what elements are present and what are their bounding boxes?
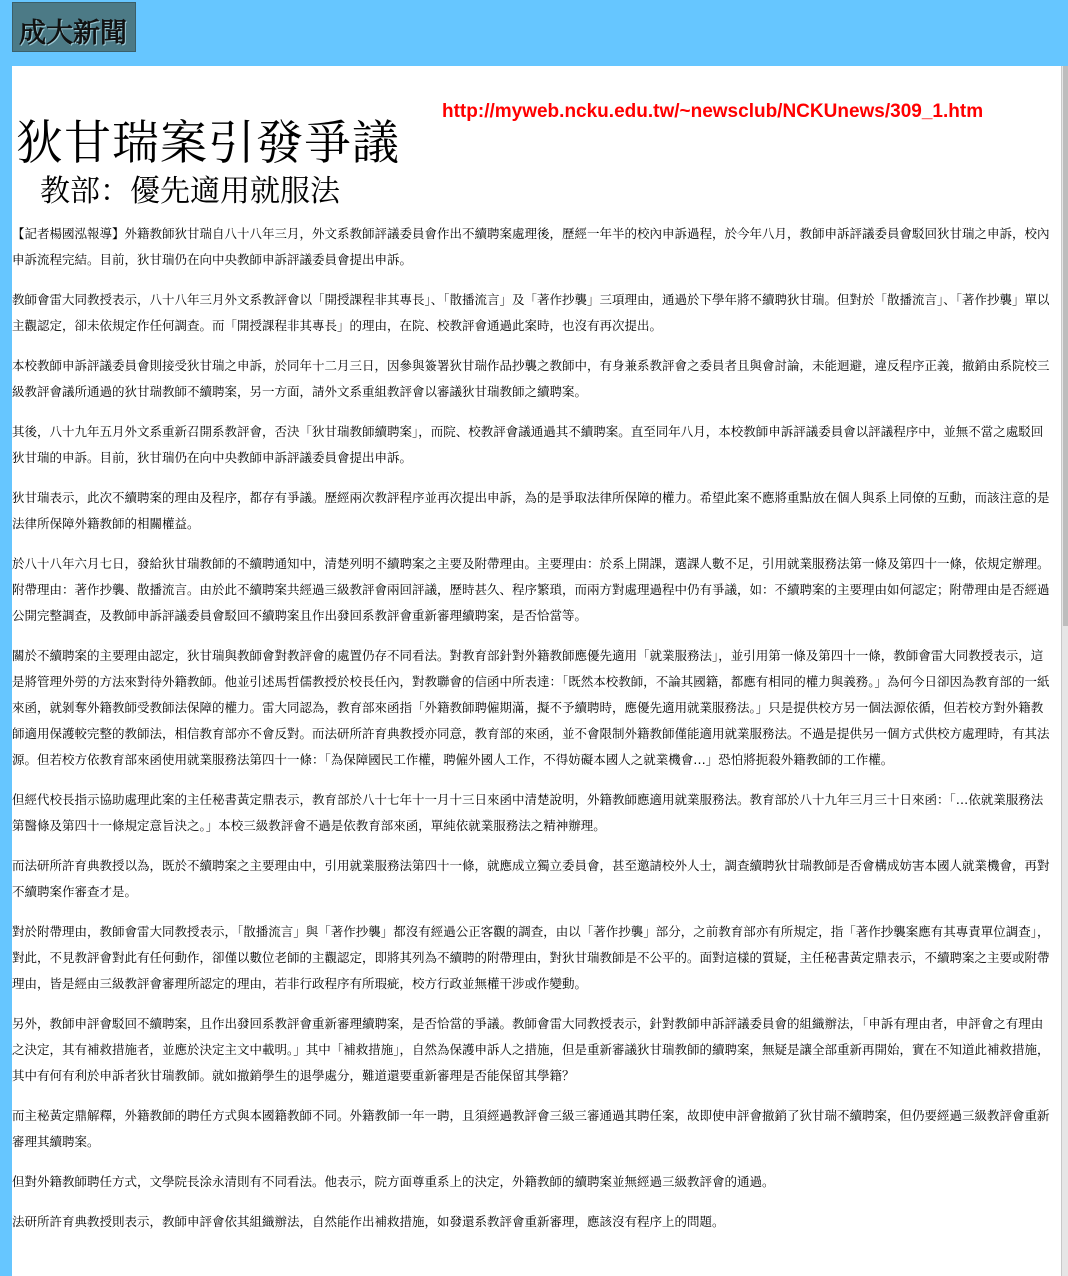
- article-content: [12, 66, 1061, 1276]
- article-subtitle: 教部：優先適用就服法: [40, 174, 340, 209]
- article-paragraph: 但對外籍教師聘任方式，文學院長涂永清則有不同看法。他表示，院方面尊重系上的決定，外籍教師的續聘案並無經過三級教評會的通過。: [12, 1174, 775, 1189]
- article-paragraph: 而法研所許育典教授以為，既於不續聘案之主要理由中，引用就業服務法第四十一條，就應成立獨立委員會，甚至邀請校外人士，調查續聘狄甘瑞教師是否會構成妨害本國人就業機會，再對不續聘案作審查才是。: [12, 858, 1050, 899]
- article-paragraph: 而主秘黃定鼎解釋，外籍教師的聘任方式與本國籍教師不同。外籍教師一年一聘，且須經過教評會三級三審通過其聘任案，故即使申評會撤銷了狄甘瑞不續聘案，但仍要經過三級教評會重新審理其續聘案。: [12, 1108, 1050, 1149]
- site-logo-text: 成大新聞: [19, 18, 127, 49]
- article-paragraph: 【記者楊國泓報導】外籍教師狄甘瑞自八十八年三月，外文系教師評議委員會作出不續聘案處理後，歷經一年半的校內申訴過程，於今年八月，教師申訴評議委員會駁回狄甘瑞之申訴，校內申訴流程完結。目前，狄甘瑞仍在向中央教師申訴評議委員會提出申訴。: [12, 226, 1050, 267]
- article-paragraph: 狄甘瑞表示，此次不續聘案的理由及程序，都存有爭議。歷經兩次教評程序並再次提出申訴，為的是爭取法律所保障的權力。希望此案不應將重點放在個人與系上同僚的互動，而該注意的是法律所保障外籍教師的相關權益。: [12, 490, 1050, 531]
- vertical-scrollbar[interactable]: [1061, 66, 1068, 1276]
- article-paragraph: 對於附帶理由，教師會雷大同教授表示，「散播流言」與「著作抄襲」都沒有經過公正客觀的調查，由以「著作抄襲」部分，之前教育部亦有所規定，指「著作抄襲案應有其專責單位調查」，對此，不見教評會對此有任何動作，卻僅以數位老師的主觀認定，即將其列為不續聘的附帶理由，對狄甘瑞教師是不公平的。面對這樣的質疑，主任秘書黃定鼎表示，不續聘案之主要或附帶理由，皆是經由三級教評會審理所認定的理由，若非行政程序有所瑕疵，校方行政並無權干涉或作變動。: [12, 924, 1050, 991]
- article-paragraph: 法研所許育典教授則表示，教師申評會依其組織辦法，自然能作出補救措施，如發還系教評會重新審理，應該沒有程序上的問題。: [12, 1214, 725, 1229]
- article-body: [12, 221, 1055, 1249]
- article-paragraph: 其後，八十九年五月外文系重新召開系教評會，否決「狄甘瑞教師續聘案」，而院、校教評會議通過其不續聘案。直至同年八月，本校教師申訴評議委員會以評議程序中，並無不當之處駁回狄甘瑞的申訴。目前，狄甘瑞仍在向中央教師申訴評議委員會提出申訴。: [12, 424, 1044, 465]
- scrollbar-thumb[interactable]: [1063, 66, 1068, 626]
- article-paragraph: 教師會雷大同教授表示，八十八年三月外文系教評會以「開授課程非其專長」、「散播流言」及「著作抄襲」三項理由，通過於下學年將不續聘狄甘瑞。但對於「散播流言」、「著作抄襲」單以主觀認定，卻未依規定作任何調查。而「開授課程非其專長」的理由，在院、校教評會通過此案時，也沒有再次提出。: [12, 292, 1050, 333]
- article-paragraph: 另外，教師申評會駁回不續聘案，且作出發回系教評會重新審理續聘案，是否恰當的爭議。教師會雷大同教授表示，針對教師申訴評議委員會的組織辦法，「申訴有理由者，申評會之有理由之決定，其有補救措施者，並應於決定主文中載明。」其中「補救措施」，自然為保護申訴人之措施，但是重新審議狄甘瑞教師的續聘案，無疑是讓全部重新再開始，實在不知道此補救措施，其中有何有利於申訴者狄甘瑞教師。就如撤銷學生的退學處分，難道還要重新審理是否能保留其學籍？: [12, 1016, 1050, 1083]
- article-paragraph: 於八十八年六月七日，發給狄甘瑞教師的不續聘通知中，清楚列明不續聘案之主要及附帶理由。主要理由：於系上開課，選課人數不足，引用就業服務法第一條及第四十一條，依規定辦理。附帶理由：著作抄襲、散播流言。由於此不續聘案共經過三級教評會兩回評議，歷時甚久、程序繁瑣，而兩方對處理過程中仍有爭議，如：不續聘案的主要理由如何認定；附帶理由是否經過公開完整調查，及教師申訴評議委員會駁回不續聘案且作出發回系教評會重新審理續聘案，是否恰當等。: [12, 556, 1050, 623]
- article-paragraph: 但經代校長指示協助處理此案的主任秘書黃定鼎表示，教育部於八十七年十一月十三日來函中清楚說明，外籍教師應適用就業服務法。教育部於八十九年三月三十日來函：「…依就業服務法第醫條及第四十一條規定意旨決之。」本校三級教評會不過是依教育部來函，單純依就業服務法之精神辦理。: [12, 792, 1044, 833]
- site-logo[interactable]: [12, 2, 136, 52]
- article-paragraph: 關於不續聘案的主要理由認定，狄甘瑞與教師會對教評會的處置仍存不同看法。對教育部針對外籍教師應優先適用「就業服務法」，並引用第一條及第四十一條，教師會雷大同教授表示，這是將管理外勞的方法來對待外籍教師。他並引述馬哲儒教授於校長任內，對教聯會的信函中所表達：「既然本校教師，不論其國籍，都應有相同的權力與義務。」為何今日卻因為教育部的一紙來函，就剝奪外籍教師受教師法保障的權力。雷大同認為，教育部來函指「外籍教師聘僱期滿，擬不予續聘時，應優先適用就業服務法。」只是提供校方另一個法源依循，但若校方對外籍教師適用保護較完整的教師法，相信教育部亦不會反對。而法研所許育典教授亦同意，教育部的來函，並不會限制外籍教師僅能適用就業服務法。不過是提供另一個方式供校方處理時，有其法源。但若校方依教育部來函使用就業服務法第四十一條：「為保障國民工作權，聘僱外國人工作，不得妨礙本國人之就業機會…」恐怕將扼殺外籍教師的工作權。: [12, 648, 1050, 767]
- article-paragraph: 本校教師申訴評議委員會則接受狄甘瑞之申訴，於同年十二月三日，因參與簽署狄甘瑞作品抄襲之教師中，有身兼系教評會之委員者且與會討論，未能迴避，違反程序正義，撤銷由系院校三級教評會議所通過的狄甘瑞教師不續聘案，另一方面，請外文系重組教評會以審議狄甘瑞教師之續聘案。: [12, 358, 1050, 399]
- source-url: http://myweb.ncku.edu.tw/~newsclub/NCKUnews/309_1.htm: [442, 101, 984, 122]
- article-title: 狄甘瑞案引發爭議: [16, 116, 400, 171]
